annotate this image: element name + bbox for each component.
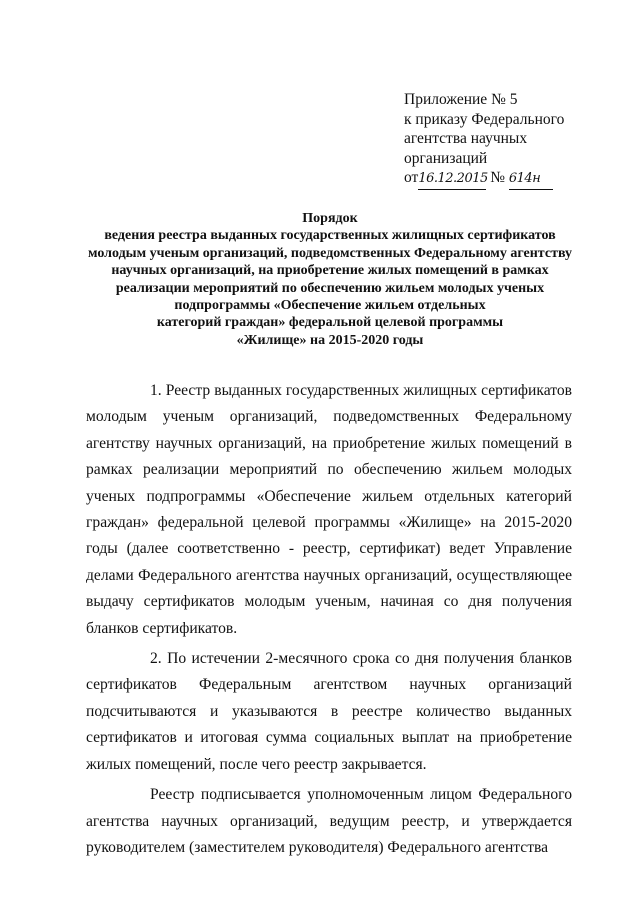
- title-line-3: научных организаций, на приобретение жилых помещений в рамках: [111, 263, 549, 279]
- appendix-date-line: [404, 168, 604, 190]
- paragraph-1: 1. Реестр выданных государственных жилищных сертификатов молодым ученым организаций, подведомственных Федеральному агентству научных организаций, на приобретение жилых помещений в рамках реализации мероприятий по обеспечению жильем молодых ученых подпрограммы «Обеспечение жильем отдельных категорий граждан» федеральной целевой программы «Жилище» на 2015-2020 годы (далее соответственно - реестр, сертификат) ведет Управление делами Федерального агентства научных организаций, осуществляющее выдачу сертификатов молодым ученым, начиная со дня получения бланков сертификатов.: [86, 382, 572, 637]
- appendix-block: [404, 90, 604, 190]
- appendix-line-3: агентства научных: [404, 130, 528, 147]
- date-prefix: от: [404, 169, 419, 186]
- number-prefix: №: [490, 169, 505, 186]
- title-line-4: реализации мероприятий по обеспечению жильем молодых ученых: [115, 280, 545, 296]
- document-body: [86, 378, 572, 861]
- title-line-5: подпрограммы «Обеспечение жильем отдельных: [174, 298, 486, 314]
- handwritten-date: 16.12.2015: [418, 169, 486, 190]
- handwritten-number: 614н: [509, 169, 553, 190]
- title-heading: Порядок: [302, 211, 358, 226]
- title-line-6: категорий граждан» федеральной целевой программы: [156, 315, 504, 331]
- appendix-line-1: Приложение № 5: [404, 91, 518, 108]
- title-line-7: «Жилище» на 2015-2020 годы: [236, 332, 424, 348]
- appendix-line-4: организаций: [404, 149, 488, 167]
- title-line-1: ведения реестра выданных государственных жилищных сертификатов: [104, 228, 556, 244]
- title-line-2: молодым ученым организаций, подведомственных Федеральному агентству: [87, 245, 573, 261]
- paragraph-2: 2. По истечении 2-месячного срока со дня получения бланков сертификатов Федеральным агентством научных организаций подсчитываются и указываются в реестре количество выданных сертификатов и итоговая сумма социальных выплат на приобретение жилых помещений, после чего реестр закрывается.: [86, 650, 572, 773]
- paragraph-3: Реестр подписывается уполномоченным лицом Федерального агентства научных организаций, ведущим реестр, и утверждается руководителем (заместителем руководителя) Федерального агентства: [86, 786, 572, 856]
- document-title: [80, 210, 580, 349]
- appendix-line-2: к приказу Федерального: [404, 110, 565, 128]
